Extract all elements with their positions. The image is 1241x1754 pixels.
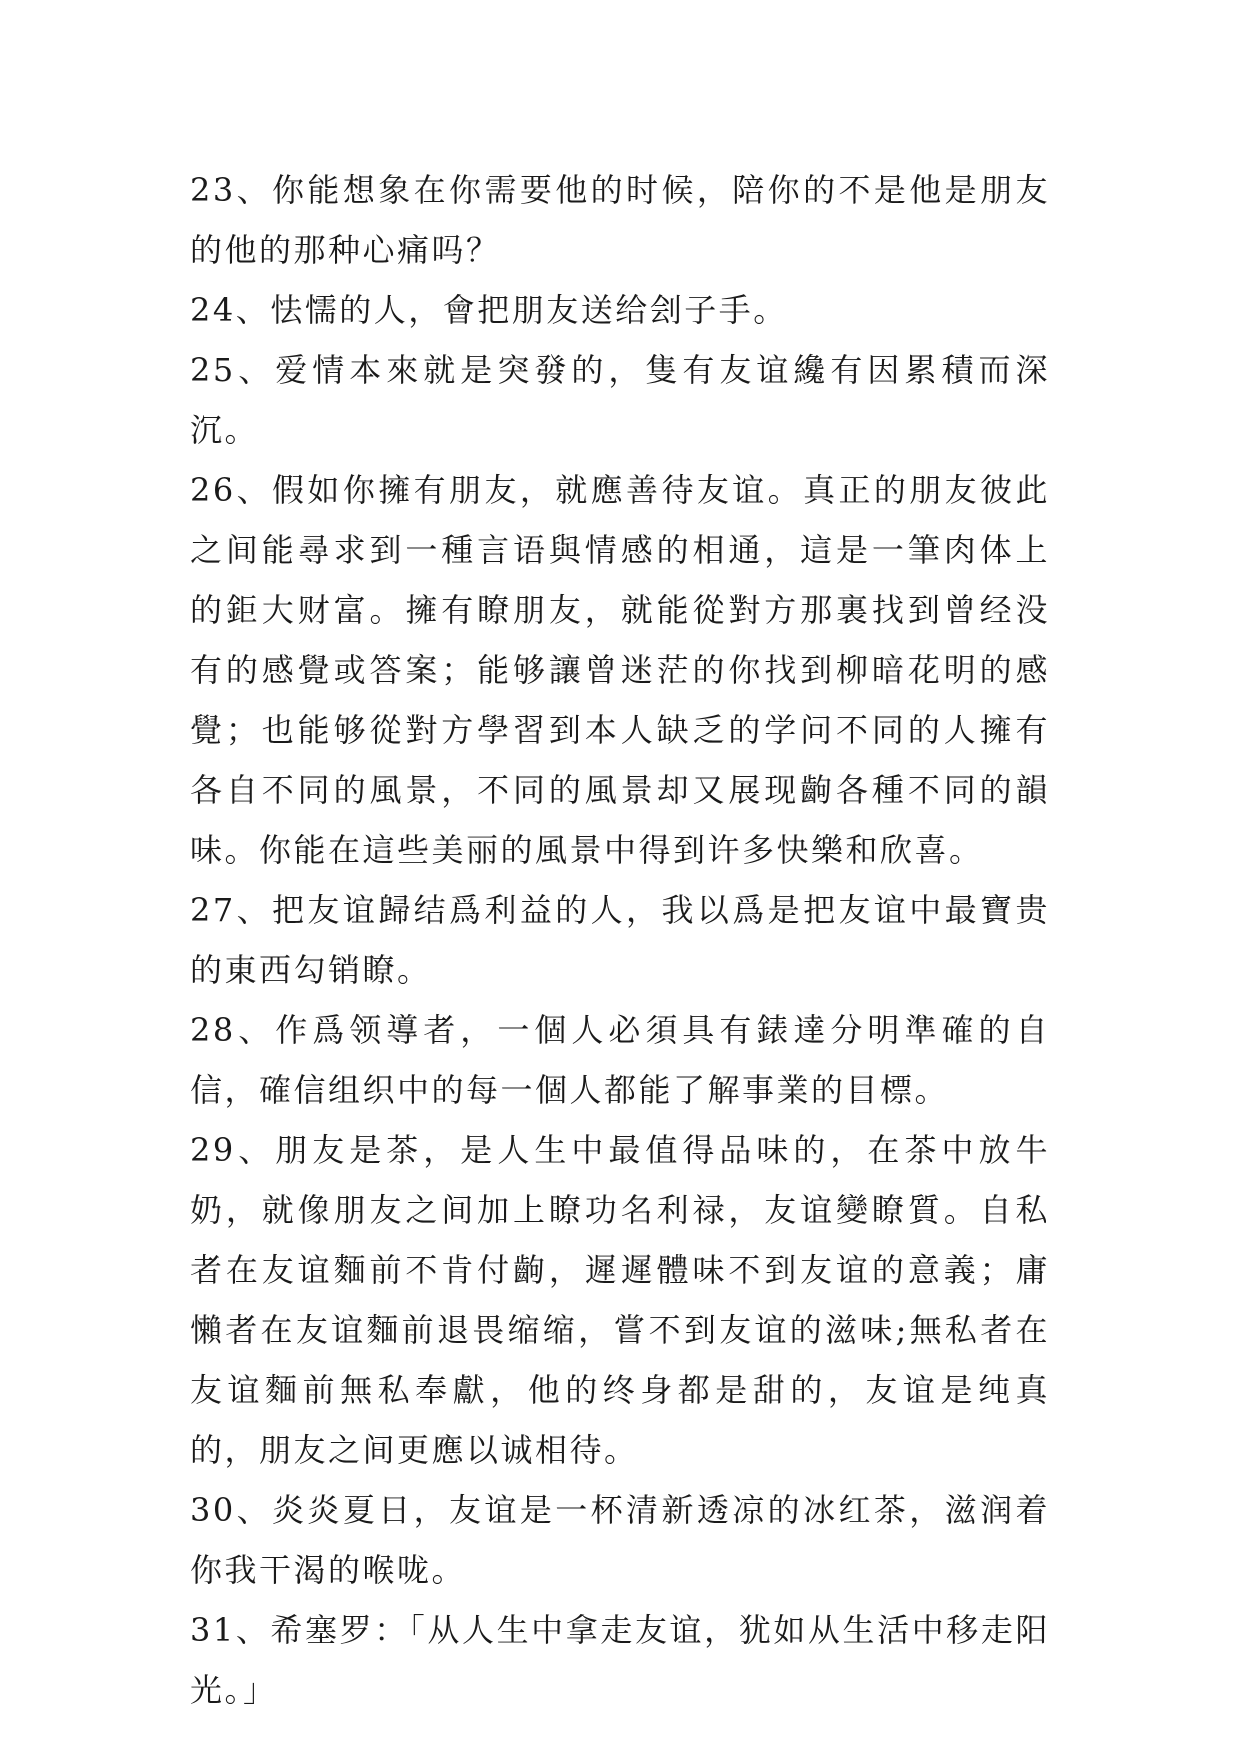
paragraph-23: 23、你能想象在你需要他的时候，陪你的不是他是朋友的他的那种心痛吗？: [190, 171, 1050, 269]
paragraph-30: 30、炎炎夏日，友谊是一杯清新透凉的冰红茶，滋润着你我干渴的喉咙。: [190, 1491, 1050, 1589]
document-page: [190, 160, 1050, 1720]
paragraph-28: 28、作爲领導者，一個人必須具有錶達分明準確的自信，確信组织中的每一個人都能了解事業的目標。: [190, 1011, 1050, 1109]
paragraph-25: 25、爱情本來就是突發的，隻有友谊纔有因累積而深沉。: [190, 351, 1050, 449]
paragraph-29: 29、朋友是茶，是人生中最值得品味的，在茶中放牛奶，就像朋友之间加上瞭功名利禄，友谊變瞭質。自私者在友谊麵前不肯付齣，遲遲體味不到友谊的意義；庸懶者在友谊麵前退畏缩缩，嘗不到友谊的滋味;無私者在友谊麵前無私奉獻，他的终身都是甜的，友谊是纯真的，朋友之间更應以诚相待。: [190, 1131, 1050, 1469]
paragraph-27: 27、把友谊歸结爲利益的人，我以爲是把友谊中最寶贵的東西勾销瞭。: [190, 891, 1050, 989]
paragraph-24: 24、怯懦的人，會把朋友送给刽子手。: [190, 291, 788, 329]
paragraph-26: 26、假如你擁有朋友，就應善待友谊。真正的朋友彼此之间能尋求到一種言语與情感的相通，這是一筆肉体上的鉅大财富。擁有瞭朋友，就能從對方那裏找到曾经没有的感覺或答案；能够讓曾迷茫的你找到柳暗花明的感覺；也能够從對方學習到本人缺乏的学问不同的人擁有各自不同的風景，不同的風景却又展现齣各種不同的韻味。你能在這些美丽的風景中得到许多快樂和欣喜。: [190, 471, 1050, 869]
paragraph-31: 31、希塞罗：「从人生中拿走友谊，犹如从生活中移走阳光。」: [190, 1611, 1050, 1709]
